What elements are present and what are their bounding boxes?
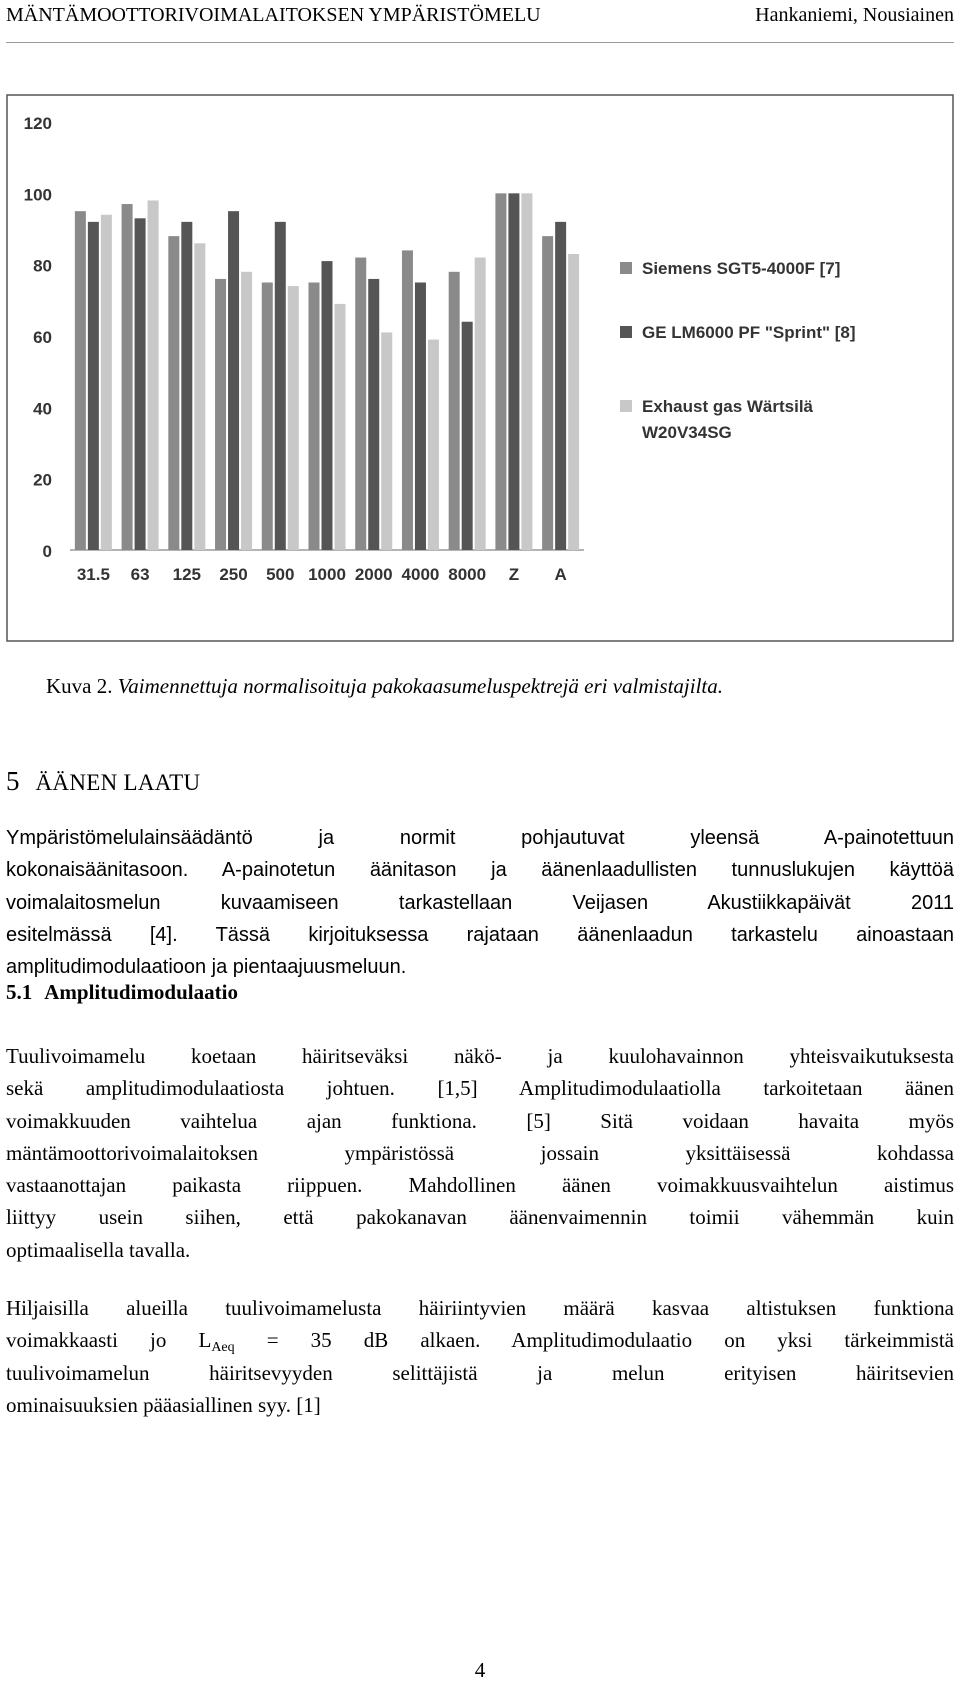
bar	[228, 211, 239, 550]
bar	[181, 222, 192, 550]
subsection-heading	[6, 980, 238, 1005]
legend-label: Exhaust gas Wärtsilä	[642, 397, 814, 416]
bar	[309, 283, 320, 551]
bar	[555, 222, 566, 550]
caption-text: Vaimennettuja normalisoituja pakokaasumeluspektrejä eri valmistajilta.	[117, 674, 723, 698]
x-tick-label: Z	[508, 565, 520, 584]
bar	[495, 193, 506, 550]
bar	[462, 322, 473, 550]
subsection-number: 5.1	[6, 980, 33, 1004]
text-line: ominaisuuksien pääasiallinen syy. [1]	[6, 1392, 321, 1417]
text-line: kokonaisäänitasoon. A-painotetun äänitason ja äänenlaadullisten tunnuslukujen käyttöä	[6, 859, 954, 882]
legend-swatch	[620, 326, 632, 338]
bar	[75, 211, 86, 550]
text-line: amplitudimodulaatioon ja pientaajuusmeluun.	[6, 956, 407, 979]
legend-label: W20V34SG	[642, 423, 732, 442]
text-fragment: voimakkaasti jo L	[6, 1328, 212, 1353]
text-line: sekä amplitudimodulaatiosta johtuen. [1,5] Amplitudimodulaatiolla tarkoitetaan äänen	[6, 1076, 954, 1101]
x-tick-label: 1000	[308, 565, 346, 584]
text-line: liittyy usein siihen, että pakokanavan äänenvaimennin toimii vähemmän kuin	[6, 1205, 954, 1230]
x-tick-label: 2000	[354, 565, 393, 584]
text-line: voimalaitosmelun kuvaamiseen tarkastellaan Veijasen Akustiikkapäivät 2011	[6, 891, 954, 914]
y-tick-label: 20	[33, 470, 52, 490]
bar	[168, 236, 179, 550]
legend-label: GE LM6000 PF "Sprint" [8]	[642, 323, 856, 342]
x-tick-label: 250	[219, 565, 248, 584]
bar	[355, 258, 366, 550]
bar	[521, 193, 532, 550]
y-tick-label: 0	[42, 542, 52, 561]
bar	[568, 254, 579, 550]
y-tick-label: 60	[33, 328, 52, 347]
header-authors: Hankaniemi, Nousiainen	[755, 4, 954, 26]
legend-label: Siemens SGT5-4000F [7]	[642, 259, 841, 278]
bar	[415, 283, 426, 551]
paragraph-quiet-areas	[6, 1292, 954, 1421]
y-tick-label: 120	[23, 114, 52, 133]
text-line: vastaanottajan paikasta riippuen. Mahdollinen äänen voimakkuusvaihtelun aistimus	[6, 1173, 954, 1198]
bar	[475, 258, 486, 550]
text-line: Tuulivoimamelu koetaan häiritseväksi näkö- ja kuulohavainnon yhteisvaikutuksesta	[6, 1044, 954, 1068]
text-line	[6, 1324, 954, 1356]
subsection-title: Amplitudimodulaatio	[44, 980, 238, 1004]
bar	[402, 250, 413, 550]
bar	[148, 200, 159, 550]
text-line: Hiljaisilla alueilla tuulivoimamelusta häiriintyvien määrä kasvaa altistuksen funktiona	[6, 1296, 954, 1320]
x-tick-label: 500	[266, 565, 295, 584]
bar	[368, 279, 379, 550]
bar	[262, 283, 273, 551]
text-line: Ympäristömelulainsäädäntö ja normit pohjautuvat yleensä A-painotettuun	[6, 827, 954, 849]
y-tick-label: 40	[33, 399, 52, 419]
section-number: 5	[6, 766, 20, 796]
bar	[542, 236, 553, 550]
chart-svg	[6, 94, 954, 642]
x-tick-label: 63	[130, 565, 150, 584]
text-fragment: = 35 dB alkaen. Amplitudimodulaatio on yksi tärkeimmistä	[234, 1328, 955, 1353]
x-tick-label: 31.5	[76, 565, 110, 584]
section-title: ÄÄNEN LAATU	[35, 770, 201, 795]
legend-swatch	[620, 400, 632, 412]
subscript-aeq: Aeq	[211, 1340, 235, 1356]
legend-swatch	[620, 262, 632, 274]
bar	[194, 243, 205, 550]
bar	[275, 222, 286, 550]
text-line: tuulivoimamelun häiritsevyyden selittäjistä ja melun erityisen häiritsevien	[6, 1360, 954, 1385]
bar	[101, 215, 112, 550]
bar	[135, 218, 146, 550]
bar	[122, 204, 133, 550]
y-tick-label: 100	[23, 185, 52, 205]
bar	[335, 304, 346, 550]
figure-caption	[46, 674, 723, 699]
bar	[322, 261, 333, 550]
text-line: optimaalisella tavalla.	[6, 1237, 191, 1262]
bar	[241, 272, 252, 550]
running-header	[6, 4, 954, 43]
bar	[449, 272, 460, 550]
bar	[428, 340, 439, 550]
header-title: MÄNTÄMOOTTORIVOIMALAITOKSEN YMPÄRISTÖMELU	[6, 4, 541, 26]
x-tick-label: 125	[172, 565, 202, 584]
page-number: 4	[474, 1658, 486, 1682]
x-tick-label: 8000	[448, 565, 487, 584]
paragraph-sound-quality	[6, 822, 954, 983]
section-heading	[6, 766, 200, 797]
x-tick-label: 4000	[401, 565, 440, 584]
y-tick-label: 80	[33, 256, 52, 276]
bar	[508, 193, 519, 550]
text-line: esitelmässä [4]. Tässä kirjoituksessa rajataan äänenlaadun tarkastelu ainoastaan	[6, 923, 954, 946]
paragraph-amplitude-modulation	[6, 1040, 954, 1266]
bar	[215, 279, 226, 550]
text-line: voimakkuuden vaihtelua ajan funktiona. [5] Sitä voidaan havaita myös	[6, 1108, 954, 1133]
bar	[88, 222, 99, 550]
spectrum-chart	[6, 94, 954, 642]
bar	[381, 332, 392, 550]
text-line: mäntämoottorivoimalaitoksen ympäristössä jossain yksittäisessä kohdassa	[6, 1140, 954, 1165]
bar	[288, 286, 299, 550]
caption-label: Kuva 2.	[46, 674, 118, 698]
x-tick-label: A	[554, 565, 567, 584]
